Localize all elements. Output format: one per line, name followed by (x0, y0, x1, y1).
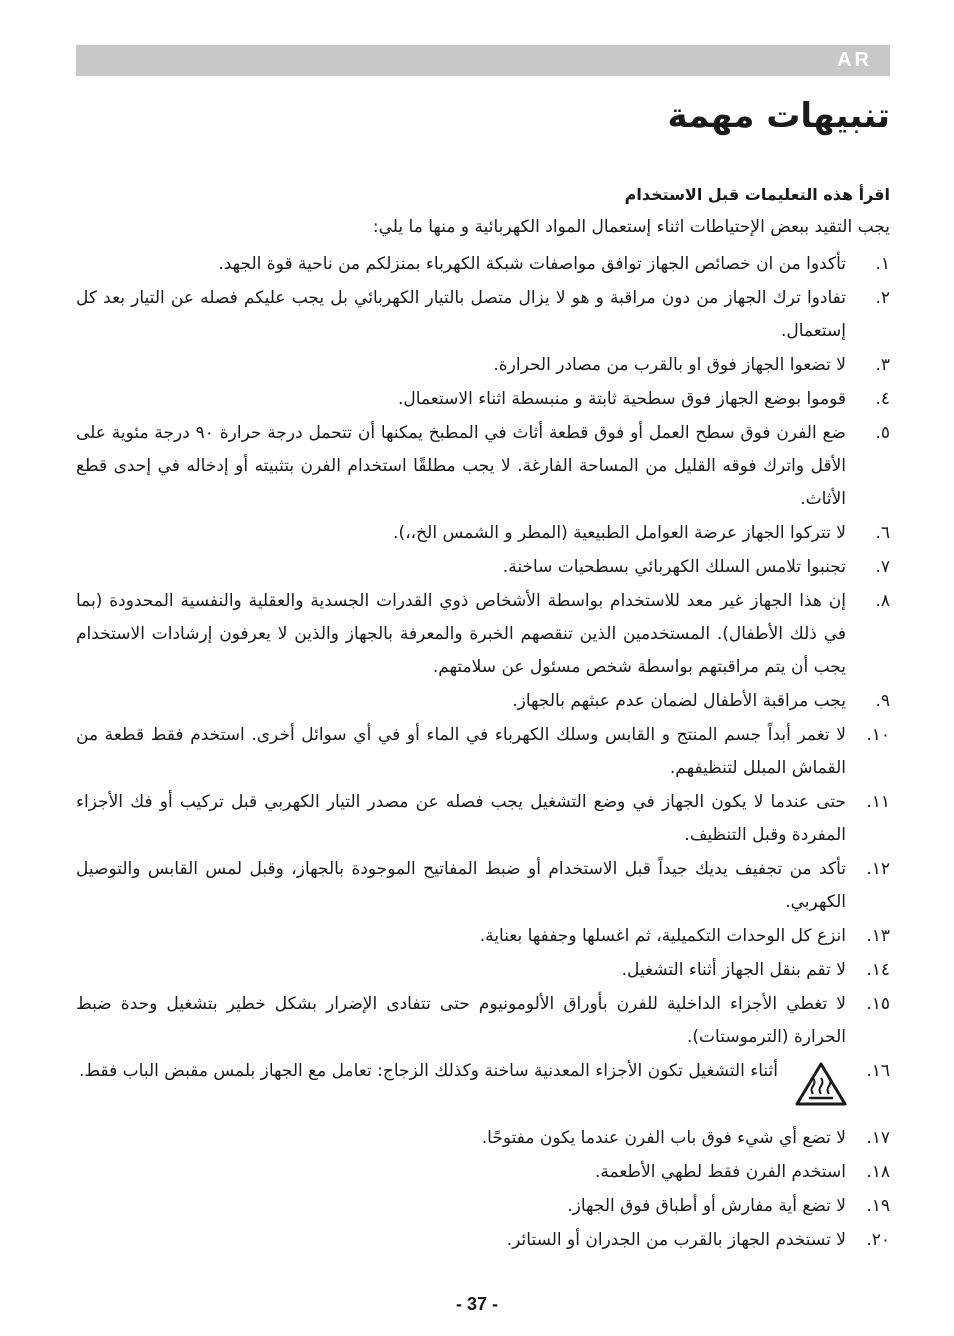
instruction-item (76, 853, 890, 919)
item-text: ضع الفرن فوق سطح العمل أو فوق قطعة أثاث في المطبخ يمكنها أن تتحمل درجة حرارة ٩٠ درجة مئوية على الأقل واترك فوقه القليل من المساحة الفارغة. لا يجب مطلقًا استخدام الفرن بتثبيته أو إدخاله في إحدى قطع الأثاث. (76, 423, 846, 509)
item-text: لا تضعوا الجهاز فوق او بالقرب من مصادر الحرارة. (493, 355, 846, 375)
item-text: يجب مراقبة الأطفال لضمان عدم عبثهم بالجهاز. (512, 691, 846, 711)
instruction-item (76, 383, 890, 416)
instruction-item (76, 685, 890, 718)
item-text: استخدم الفرن فقط لطهي الأطعمة. (595, 1162, 846, 1182)
item-text: حتى عندما لا يكون الجهاز في وضع التشغيل يجب فصله عن مصدر التيار الكهربي قبل تركيب أو فك الأجزاء المفردة وقبل التنظيف. (76, 792, 846, 845)
instruction-item (76, 585, 890, 684)
page-title: تنبيهات مهمة (667, 96, 890, 136)
instruction-item (76, 954, 890, 987)
instruction-item (76, 282, 890, 348)
item-text: لا تغمر أبداً جسم المنتج و القابس وسلك الكهرباء في الماء أو في أي سوائل أخرى. استخدم فقط قطعة من القماش المبلل لتنظيفهم. (76, 725, 846, 778)
language-code: AR (837, 49, 872, 71)
item-text: لا تضع أي شيء فوق باب الفرن عندما يكون مفتوحًا. (481, 1128, 846, 1148)
item-number: ١١. (866, 792, 890, 812)
instruction-item (76, 1224, 890, 1257)
item-number: ١٦. (866, 1061, 890, 1081)
instruction-item (76, 349, 890, 382)
item-number: ٣. (875, 355, 890, 375)
item-number: ١٢. (866, 859, 890, 879)
instructions-section (76, 178, 890, 1258)
item-text: تفادوا ترك الجهاز من دون مراقبة و هو لا يزال متصل بالتيار الكهربائي بل يجب عليكم فصله عن التيار بعد كل إستعمال. (76, 288, 846, 341)
item-number: ١. (875, 254, 890, 274)
item-number: ١٧. (866, 1128, 890, 1148)
item-text: لا تقم بنقل الجهاز أثناء التشغيل. (621, 960, 846, 980)
item-number: ٤. (875, 389, 890, 409)
instruction-item (76, 1190, 890, 1223)
item-text: أثناء التشغيل تكون الأجزاء المعدنية ساخنة وكذلك الزجاج: تعامل مع الجهاز بلمس مقبض الباب فقط. (79, 1061, 778, 1081)
item-text: تأكد من تجفيف يديك جيداً قبل الاستخدام أو ضبط المفاتيح الموجودة بالجهاز، وقبل لمس القابس والتوصيل الكهربي. (76, 859, 846, 912)
item-text: تأكدوا من ان خصائص الجهاز توافق مواصفات شبكة الكهرباء بمنزلكم من ناحية قوة الجهد. (218, 254, 846, 274)
hot-surface-warning-icon (794, 1061, 848, 1107)
item-text: إن هذا الجهاز غير معد للاستخدام بواسطة الأشخاص ذوي القدرات الجسدية والعقلية والنفسية المحدودة (بما في ذلك الأطفال). المستخدمين الذين تنقصهم الخبرة والمعرفة بالجهاز والذين لا يعرفون إرشادات الاستخدام يجب أن يتم مراقبتهم بواسطة شخص مسئول عن سلامتهم. (76, 591, 846, 677)
instruction-item (76, 1156, 890, 1189)
instruction-item (76, 719, 890, 785)
item-number: ٦. (875, 523, 890, 543)
item-number: ١٤. (866, 960, 890, 980)
instruction-item (76, 248, 890, 281)
item-number: ٢. (875, 288, 890, 308)
intro-text: يجب التقيد ببعض الإحتياطات اثناء إستعمال المواد الكهربائية و منها ما يلي: (372, 217, 890, 237)
instruction-item (76, 1055, 890, 1121)
instruction-item (76, 988, 890, 1054)
item-number: ٩. (875, 691, 890, 711)
item-number: ١٩. (866, 1196, 890, 1216)
item-number: ٥. (875, 423, 890, 443)
instruction-list (76, 248, 890, 1257)
instruction-item (76, 517, 890, 550)
item-number: ١٨. (866, 1162, 890, 1182)
instruction-item (76, 786, 890, 852)
section-subtitle: اقرأ هذه التعليمات قبل الاستخدام (624, 185, 890, 204)
item-text: لا تستخدم الجهاز بالقرب من الجدران أو الستائر. (506, 1230, 846, 1250)
item-text: قوموا بوضع الجهاز فوق سطحية ثابتة و منبسطة اثناء الاستعمال. (398, 389, 846, 409)
item-number: ٢٠. (866, 1230, 890, 1250)
item-number: ١٠. (866, 725, 890, 745)
instruction-item (76, 1122, 890, 1155)
instruction-item (76, 920, 890, 953)
page-number: - 37 - (455, 1294, 498, 1314)
item-text: لا تضع أية مفارش أو أطباق فوق الجهاز. (567, 1196, 846, 1216)
item-text: لا تغطي الأجزاء الداخلية للفرن بأوراق الألومونيوم حتى تتفادى الإضرار بشكل خطير بتشغيل وحدة ضبط الحرارة (الترموستات). (76, 994, 846, 1047)
instruction-item (76, 551, 890, 584)
item-number: ٧. (875, 557, 890, 577)
instruction-item (76, 417, 890, 516)
item-text: تجنبوا تلامس السلك الكهربائي بسطحيات ساخنة. (502, 557, 846, 577)
language-header-bar (76, 45, 890, 76)
item-number: ١٥. (866, 994, 890, 1014)
item-number: ٨. (875, 591, 890, 611)
item-text: لا تتركوا الجهاز عرضة العوامل الطبيعية (المطر و الشمس الخ،،). (393, 523, 846, 543)
item-number: ١٣. (866, 926, 890, 946)
item-text: انزع كل الوحدات التكميلية، ثم اغسلها وجففها بعناية. (479, 926, 846, 946)
